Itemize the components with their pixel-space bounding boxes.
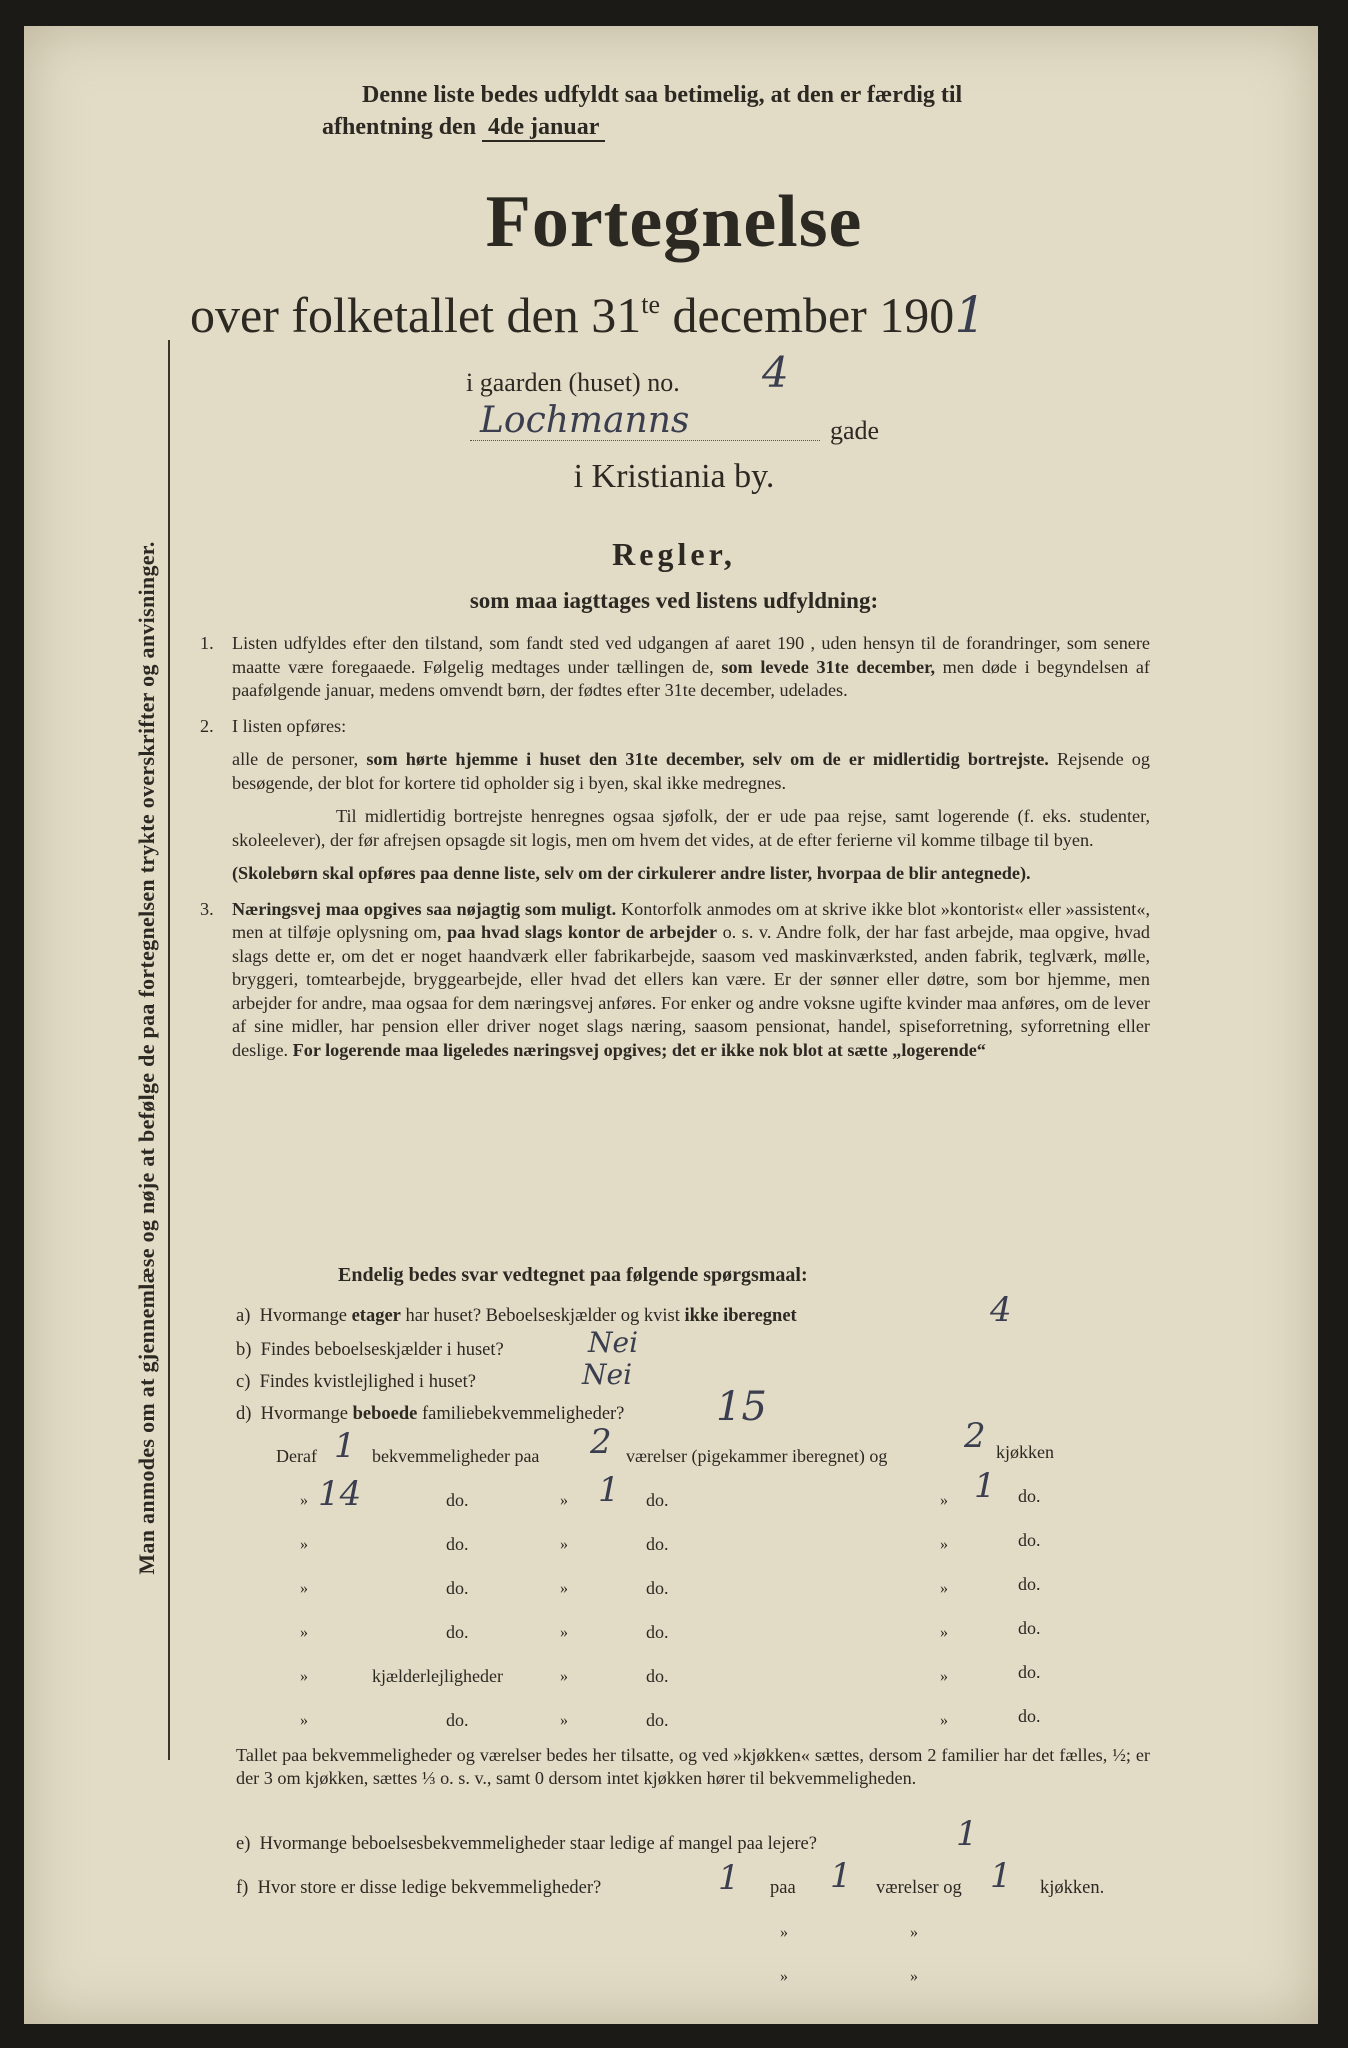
question-b-text: Findes beboelseskjælder i huset? [260,1340,504,1360]
row2-rooms: 1 [598,1470,620,1510]
do-col3-r6: do. [1018,1662,1041,1682]
question-f-paa: paa [770,1878,796,1898]
answer-f-rooms: 1 [830,1856,852,1896]
do-col2-r2: do. [646,1490,669,1510]
do-col3-r3: do. [1018,1530,1041,1550]
do-col3-r4: do. [1018,1574,1041,1594]
street-handwritten: Lochmanns [480,400,690,441]
answer-e-vacant: 1 [956,1814,978,1854]
ditto-mark: » [910,1968,918,1985]
kjaelder-label: kjælderlejligheder [372,1666,503,1686]
rule-2-text-bold: som hørte hjemme i huset den 31te december, selv om de er midlertidig bortrejste. [366,749,1049,769]
ditto-mark: » [940,1580,948,1597]
ditto-mark: » [940,1492,948,1509]
answer-f-count: 1 [718,1858,740,1898]
row1-count: 1 [334,1426,356,1466]
question-a-text-1: Hvormange [259,1306,347,1326]
rule-1-text-c: men døde i begyndelsen af paafølgende januar, medens omvendt børn, der fødtes efter 31te december, udelades. [232,656,1150,700]
answer-c-attic: Nei [582,1358,633,1391]
question-d-label: d) [236,1404,252,1424]
do-col3-r5: do. [1018,1618,1041,1638]
rule-2-text-c: Rejsende og besøgende, der blot for kortere tid opholder sig i byen, skal ikke medregnes. [232,749,1150,793]
question-a [236,1306,797,1327]
do-col2-r3: do. [646,1534,669,1554]
side-instruction-text: Man anmodes om at gjennemlæse og nøje at befølge de paa fortegnelsen trykte overskrifter og anvisninger. [134,541,159,1575]
ditto-mark: » [940,1536,948,1553]
kitchen-note: Tallet paa bekvemmeligheder og værelser bedes her tilsatte, og ved »kjøkken« sættes, dersom 2 familier har det fælles, ½; er der 3 om kjøkken, sættes ⅓ o. s. v., samt 0 dersom intet kjøkken hører til bekvemmeligheden. [236,1745,1150,1788]
intro-line-2-prefix: afhentning den [322,114,477,140]
form-subtitle [190,286,986,344]
ditto-mark: » [560,1492,568,1509]
year-handwritten: 1 [954,286,987,344]
ditto-mark: » [300,1668,308,1685]
ditto-mark: » [940,1712,948,1729]
do-col2-r4: do. [646,1578,669,1598]
question-d-text-2: familiebekvemmeligheder? [422,1404,625,1424]
answer-f-kitchens: 1 [990,1856,1012,1896]
rule-number: 1. [200,633,214,653]
subtitle-suffix: december 190 [672,287,955,343]
question-f [236,1878,601,1899]
do-col3-r7: do. [1018,1706,1041,1726]
question-f-kjokken: kjøkken. [1040,1878,1105,1898]
do-col1-r3: do. [446,1534,469,1554]
question-b [236,1340,504,1361]
question-d-text-bold: beboede [352,1404,418,1424]
do-col1-r7: do. [446,1710,469,1730]
intro-line-1: Denne liste bedes udfyldt saa betimelig, at den er færdig til [362,82,963,108]
ditto-mark: » [560,1712,568,1729]
questions-intro: Endelig bedes svar vedtegnet paa følgende spørgsmaal: [338,1264,808,1286]
ditto-mark: » [300,1580,308,1597]
gaard-number: 4 [762,348,789,397]
do-col2-r5: do. [646,1622,669,1642]
do-col2-r6: do. [646,1666,669,1686]
answer-a-floors: 4 [990,1290,1012,1330]
kjokken-label: kjøkken [996,1442,1054,1462]
rule-2-heading: I listen opføres: [232,715,347,736]
ditto-mark: » [560,1668,568,1685]
gaard-label: i gaarden (huset) no. [466,368,680,397]
ditto-mark: » [300,1624,308,1641]
row2-kitchens: 1 [974,1466,996,1506]
question-c [236,1372,476,1393]
pickup-date: 4de januar [482,114,605,142]
question-f-label: f) [236,1878,249,1898]
ditto-mark: » [940,1668,948,1685]
do-col1-r4: do. [446,1578,469,1598]
question-e-label: e) [236,1834,251,1854]
form-title: Fortegnelse [485,181,863,263]
row2-count: 14 [318,1474,362,1514]
rule-3-text-bold-e: For logerende maa ligeledes næringsvej opgives; det er ikke nok blot at sætte „logerende“ [292,1039,986,1060]
rules-list [200,632,1150,1074]
answer-b-cellar: Nei [588,1326,639,1359]
ditto-mark: » [940,1624,948,1641]
rules-subtitle: som maa iagttages ved listens udfyldning: [469,588,879,613]
question-c-text: Findes kvistlejlighed i huset? [259,1372,476,1392]
vaerelser-label: værelser (pigekammer iberegnet) og [626,1446,888,1466]
question-e [236,1834,817,1855]
ditto-mark: » [560,1580,568,1597]
row1-kitchens: 2 [964,1416,986,1456]
rule-2-paragraph-2: Til midlertidig bortrejste henregnes ogsaa sjøfolk, der er ude paa rejse, samt logerende (f. eks. studenter, skoleelever), der før afrejsen opsagde sit logis, men om hvem det vides, at de efter ferierne vil komme tilbage til byen. [232,806,1150,850]
question-a-text-bold-2: ikke iberegnet [684,1306,797,1326]
question-b-label: b) [236,1340,252,1360]
ditto-mark: » [300,1712,308,1729]
rule-2-paragraph-3: (Skolebørn skal opføres paa denne liste, selv om der cirkulerer andre lister, hvorpaa de blir antegnede). [232,863,1031,883]
do-col3-r2: do. [1018,1486,1041,1506]
ditto-mark: » [910,1924,918,1941]
rule-1 [200,632,1150,703]
question-a-text-2: har huset? Beboelseskjælder og kvist [405,1306,680,1326]
subtitle-superscript: te [641,290,660,319]
ditto-mark: » [560,1624,568,1641]
question-d-text-1: Hvormange [260,1404,349,1424]
city-line: i Kristiania by. [573,458,775,495]
rule-number: 3. [200,898,214,919]
rule-2-text-a: alle de personer, [232,749,359,769]
bekv-paa-label: bekvemmeligheder paa [372,1446,540,1466]
do-col1-r5: do. [446,1622,469,1642]
ditto-mark: » [780,1924,788,1941]
rule-3-text-d: o. s. v. Andre folk, der har fast arbejde, maa opgive, hvad slags dette er, om det er noget haandværk eller fabrikarbejde, saasom ved maskinværksted, anden fabrik, teglværk, mølle, bryggeri, tomtearbejde, bryggearbejde, eller hvad det ellers kan være. Er der sønner eller døtre, som bor hjemme, men arbejder for andre, maa ogsaa for dem næringsvej anføres. For enker og andre voksne ugifte kvinder maa anføres, om de lever af sine midler, har pension eller driver noget slags næring, saasom pensionat, handel, spiseforretning, syforretning eller deslige. [232,922,1150,1060]
intro-line-2 [322,114,605,141]
question-a-label: a) [236,1306,251,1326]
do-col2-r7: do. [646,1710,669,1730]
deraf-label: Deraf [276,1446,317,1466]
rule-3-text-b: Kontorfolk anmodes om at skrive ikke blot »kontorist« eller »assistent«, men at tilføje oplysning om, [232,898,1150,942]
answer-d-households: 15 [716,1384,767,1430]
rule-3 [200,898,1150,1063]
question-a-text-bold: etager [351,1306,401,1326]
row1-rooms: 2 [590,1422,612,1462]
question-f-text: Hvor store er disse ledige bekvemmeligheder? [257,1878,602,1898]
street-suffix: gade [830,416,880,445]
do-col1-r2: do. [446,1490,469,1510]
question-e-text: Hvormange beboelsesbekvemmeligheder staar ledige af mangel paa lejere? [259,1834,817,1854]
ditto-mark: » [780,1968,788,1985]
subtitle-prefix: over folketallet den 31 [190,287,642,343]
rule-3-text-bold-a: Næringsvej maa opgives saa nøjagtig som muligt. [232,898,617,919]
question-d [236,1404,624,1425]
ditto-mark: » [300,1492,308,1509]
rule-2 [200,715,1150,886]
question-c-label: c) [236,1372,251,1392]
ditto-mark: » [300,1536,308,1553]
ditto-mark: » [560,1536,568,1553]
rule-1-text-a: Listen udfyldes efter den tilstand, som fandt sted ved udgangen af aaret 190 , uden hensyn til de forandringer, som senere maatte være foregaaede. Følgelig medtages under tællingen de, [232,633,1150,677]
rules-title: Regler, [612,536,736,572]
question-f-vaer: værelser og [876,1878,962,1898]
rule-number: 2. [200,715,214,736]
rule-1-text-bold: som levede 31te december, [721,656,936,677]
rule-3-text-bold-c: paa hvad slags kontor de arbejder [447,922,718,942]
